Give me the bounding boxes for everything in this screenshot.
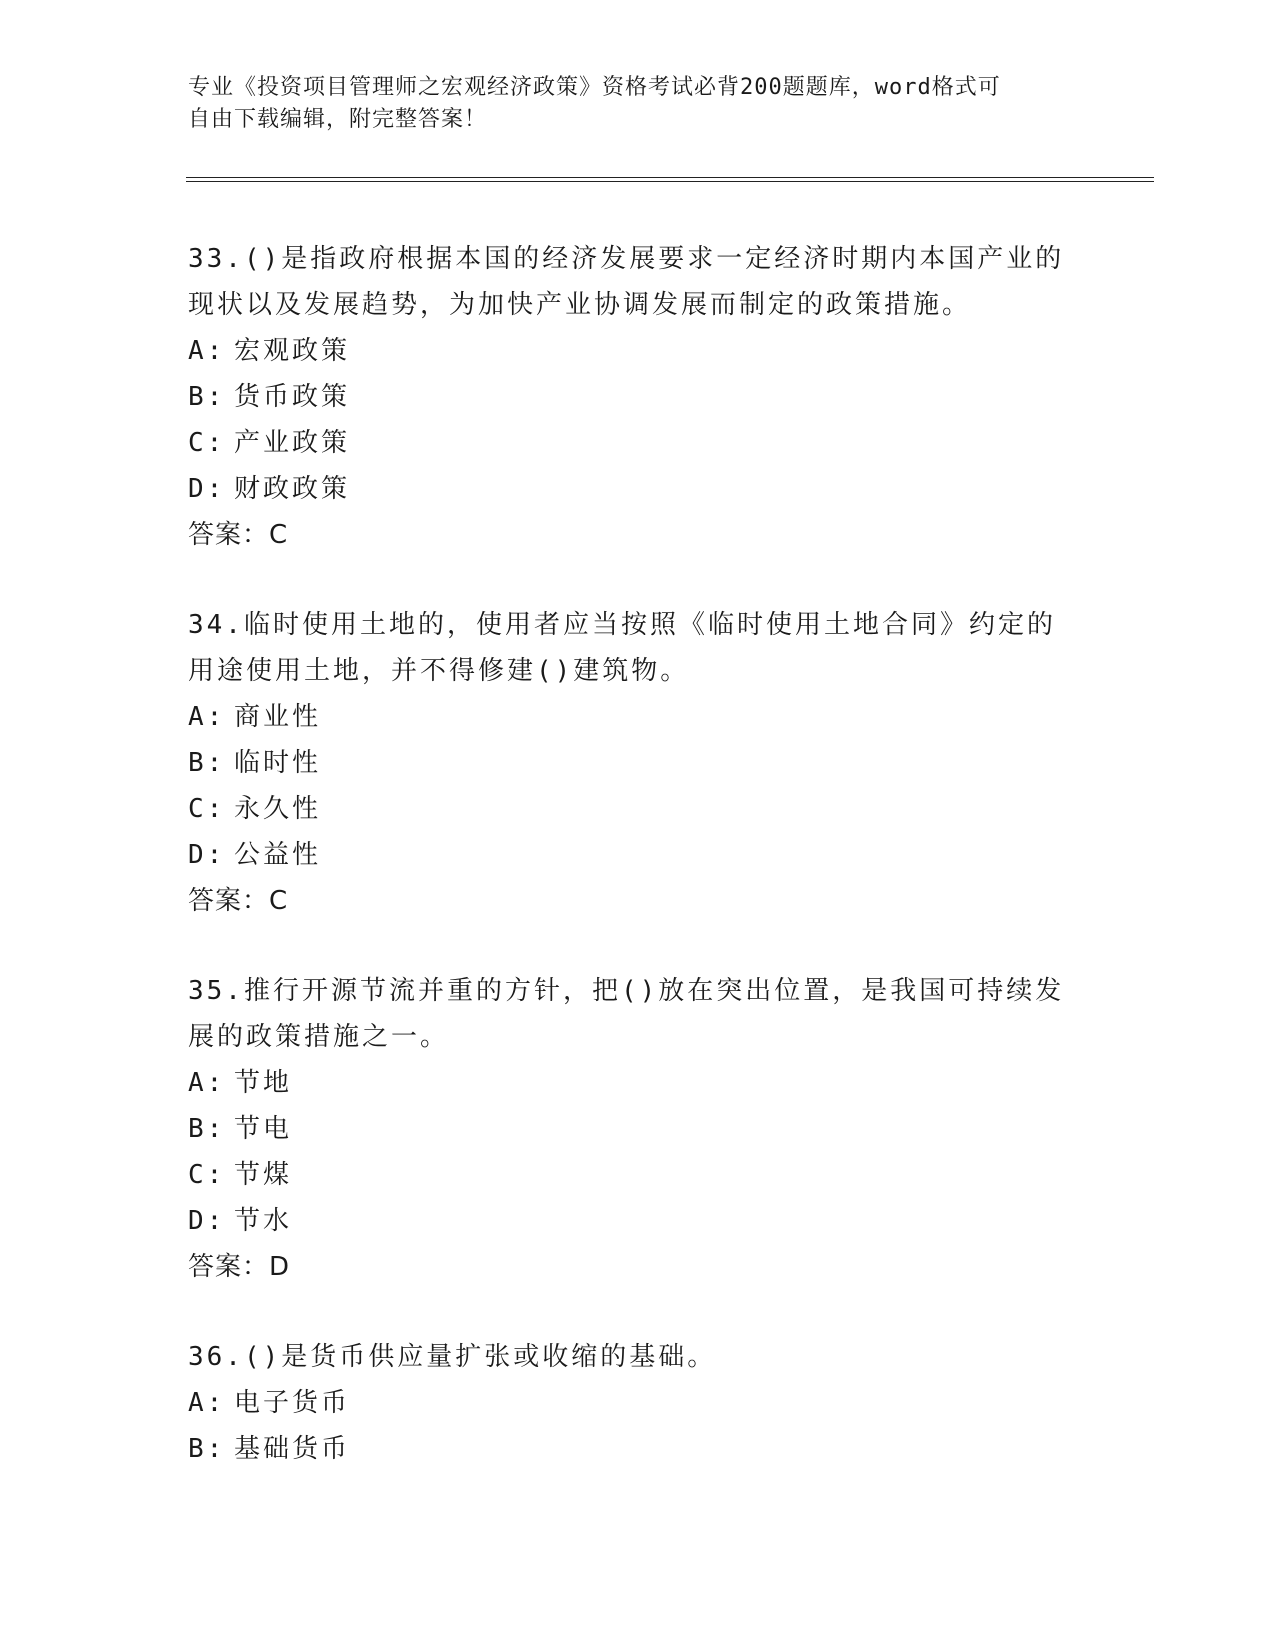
option-a [188, 1060, 1088, 1106]
option-label: B: [188, 1114, 226, 1144]
option-label: C: [188, 794, 226, 824]
option-a [188, 328, 1088, 374]
option-b [188, 1106, 1088, 1152]
question-36 [188, 1334, 1088, 1472]
answer-line: 答案：C [188, 520, 289, 550]
option-label: D: [188, 840, 226, 870]
question-text: 36.()是货币供应量扩张或收缩的基础。 [188, 1342, 717, 1372]
option-label: A: [188, 1068, 226, 1098]
option-label: D: [188, 1206, 226, 1236]
option-b [188, 374, 1088, 420]
option-text: 基础货币 [234, 1434, 351, 1464]
option-text: 电子货币 [234, 1388, 351, 1418]
option-label: B: [188, 1434, 226, 1464]
option-label: A: [188, 1388, 226, 1418]
option-a [188, 1380, 1088, 1426]
option-c [188, 420, 1088, 466]
document-header [188, 72, 1088, 136]
option-d [188, 466, 1088, 512]
question-text: 33.()是指政府根据本国的经济发展要求一定经济时期内本国产业的现状以及发展趋势，为加快产业协调发展而制定的政策措施。 [188, 244, 1065, 320]
option-text: 节地 [234, 1068, 293, 1098]
option-text: 产业政策 [234, 428, 351, 458]
option-text: 宏观政策 [234, 336, 351, 366]
question-text: 35.推行开源节流并重的方针，把()放在突出位置，是我国可持续发展的政策措施之一。 [188, 976, 1065, 1052]
option-label: B: [188, 382, 226, 412]
answer-line: 答案：D [188, 1252, 291, 1282]
answer-line: 答案：C [188, 886, 289, 916]
option-text: 永久性 [234, 794, 322, 824]
question-35 [188, 968, 1088, 1290]
header-line-1: 专业《投资项目管理师之宏观经济政策》资格考试必背200题题库，word格式可 [188, 75, 1001, 100]
option-text: 节电 [234, 1114, 293, 1144]
option-text: 节水 [234, 1206, 293, 1236]
header-line-2: 自由下载编辑，附完整答案！ [188, 107, 488, 132]
option-b [188, 1426, 1088, 1472]
option-label: A: [188, 336, 226, 366]
option-text: 货币政策 [234, 382, 351, 412]
option-c [188, 786, 1088, 832]
option-label: C: [188, 1160, 226, 1190]
option-label: C: [188, 428, 226, 458]
option-text: 临时性 [234, 748, 322, 778]
option-d [188, 1198, 1088, 1244]
question-33 [188, 236, 1088, 558]
option-label: D: [188, 474, 226, 504]
option-b [188, 740, 1088, 786]
option-c [188, 1152, 1088, 1198]
question-list [188, 236, 1088, 1472]
option-label: A: [188, 702, 226, 732]
option-label: B: [188, 748, 226, 778]
option-text: 公益性 [234, 840, 322, 870]
option-text: 节煤 [234, 1160, 293, 1190]
option-a [188, 694, 1088, 740]
option-text: 商业性 [234, 702, 322, 732]
question-34 [188, 602, 1088, 924]
header-divider [186, 177, 1154, 182]
option-d [188, 832, 1088, 878]
question-text: 34.临时使用土地的，使用者应当按照《临时使用土地合同》约定的用途使用土地，并不得修建()建筑物。 [188, 610, 1056, 686]
option-text: 财政政策 [234, 474, 351, 504]
